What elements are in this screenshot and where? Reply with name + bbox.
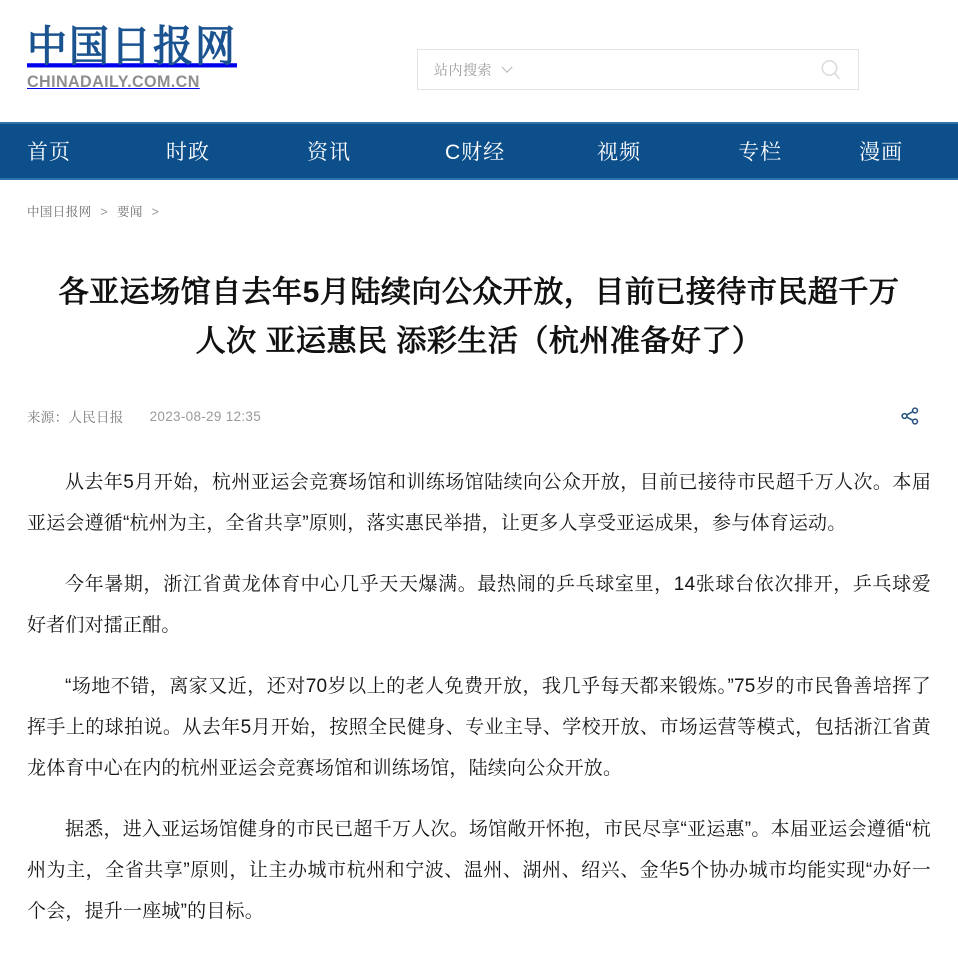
search-submit-button[interactable]: [804, 50, 858, 89]
search-input[interactable]: [511, 50, 804, 89]
article-meta: [27, 400, 931, 432]
share-icon: [899, 405, 921, 427]
nav-item-home[interactable]: 首页: [27, 141, 71, 164]
logo-english-text: CHINADAILY.COM.CN: [27, 72, 200, 91]
nav-item-news[interactable]: 资讯: [307, 141, 351, 164]
article-paragraph: 据悉，进入亚运场馆健身的市民已超千万人次。场馆敞开怀抱，市民尽享“亚运惠”。本届亚运会遵循“杭州为主，全省共享”原则，让主办城市杭州和宁波、温州、湖州、绍兴、金华5个协办城市均能实现“办好一个会，提升一座城”的目标。: [27, 819, 931, 922]
nav-item-politics[interactable]: 时政: [166, 141, 210, 164]
site-header: [0, 0, 958, 122]
article-timestamp: 2023-08-29 12:35: [149, 408, 261, 424]
site-logo[interactable]: [27, 22, 237, 91]
nav-item-comic[interactable]: 漫画: [859, 141, 904, 164]
search-scope-label: 站内搜索: [434, 61, 492, 78]
logo-chinese-text: 中国日报网: [27, 22, 237, 71]
article-body: [27, 462, 931, 932]
nav-item-video[interactable]: 视频: [597, 141, 642, 164]
article-paragraph: 今年暑期，浙江省黄龙体育中心几乎天天爆满。最热闹的乒乓球室里，14张球台依次排开，乒乓球爱好者们对擂正酣。: [27, 574, 931, 636]
breadcrumb-separator: >: [100, 205, 109, 219]
breadcrumb-item-home[interactable]: 中国日报网: [27, 205, 92, 219]
share-button[interactable]: [895, 401, 925, 431]
article-paragraph: “场地不错，离家又近，还对70岁以上的老人免费开放，我几乎每天都来锻炼。”75岁的市民鲁善培挥了挥手上的球拍说。从去年5月开始，按照全民健身、专业主导、学校开放、市场运营等模式，包括浙江省黄龙体育中心在内的杭州亚运会竞赛场馆和训练场馆，陆续向公众开放。: [27, 676, 931, 779]
search-box[interactable]: [417, 49, 859, 90]
main-navigation: [0, 122, 958, 180]
search-scope-selector[interactable]: [418, 50, 511, 89]
nav-item-column[interactable]: 专栏: [738, 141, 783, 164]
nav-item-finance[interactable]: C财经: [445, 141, 506, 164]
breadcrumb-item-section[interactable]: 要闻: [116, 205, 143, 219]
breadcrumb: [0, 180, 958, 220]
article-paragraph: 从去年5月开始，杭州亚运会竞赛场馆和训练场馆陆续向公众开放，目前已接待市民超千万人次。本届亚运会遵循“杭州为主，全省共享”原则，落实惠民举措，让更多人享受亚运成果，参与体育运动。: [27, 472, 931, 534]
breadcrumb-separator-trailing: >: [151, 205, 160, 219]
search-icon: [819, 58, 843, 82]
article: [0, 268, 958, 932]
article-source: 来源：人民日报: [27, 410, 124, 425]
article-headline: 各亚运场馆自去年5月陆续向公众开放，目前已接待市民超千万人次 亚运惠民 添彩生活（杭州准备好了）: [58, 276, 900, 358]
